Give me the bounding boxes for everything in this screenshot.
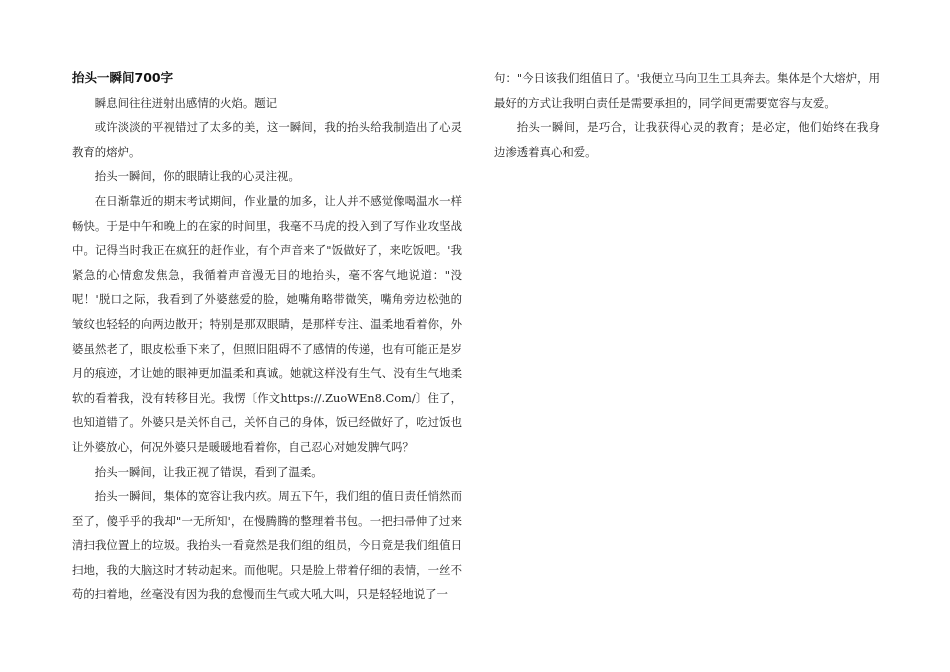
paragraph-conclusion: 抬头一瞬间，是巧合，让我获得心灵的教育；是必定，他们始终在我身边渗透着真心和爱。 (494, 120, 880, 159)
paragraph-eyes-heading: 抬头一瞬间，你的眼睛让我的心灵注视。 (94, 169, 300, 184)
document-title: 抬头一瞬间700字 (72, 70, 174, 85)
paragraph-group-story-continued: 句："今日该我们组值日了。'我便立马向卫生工具奔去。集体是个大熔炉，用最好的方式让我明白责任是需要承担的，同学间更需要宽容与友爱。 (494, 71, 880, 110)
paragraph-intro: 或许淡淡的平视错过了太多的美，这一瞬间，我的抬头给我制造出了心灵教育的熔炉。 (72, 120, 462, 159)
paragraph-group-story: 抬头一瞬间，集体的宽容让我内疚。周五下午，我们组的值日责任悄然而至了，傻乎乎的我却"一无所知'，在慢腾腾的整理着书包。一把扫帚伸了过来清扫我位置上的垃圾。我抬头一看竟然是我们组的组员，今日竟是我们组值日扫地，我的大脑这时才转动起来。而他呢。只是脸上带着仔细的表情，一丝不苟的扫着地，丝毫没有因为我的怠慢而生气或大吼大叫，只是轻轻地说了一 (72, 489, 462, 602)
right-column (494, 66, 880, 164)
left-column (72, 66, 462, 607)
paragraph-epigraph: 瞬息间往往迸射出感情的火焰。题记 (94, 95, 278, 110)
paragraph-mistake-summary: 抬头一瞬间，让我正视了错误，看到了温柔。 (94, 464, 323, 479)
paragraph-grandma-story: 在日渐靠近的期末考试期间，作业量的加多，让人并不感觉像喝温水一样畅快。于是中午和晚上的在家的时间里，我毫不马虎的投入到了写作业攻坚战中。记得当时我正在疯狂的赶作业，有个声音来了"饭做好了，来吃饭吧。'我紧急的心情愈发焦急，我循着声音漫无目的地抬头，毫不客气地说道："没呢！'脱口之际，我看到了外婆慈爱的脸，她嘴角略带微笑，嘴角旁边松弛的皱纹也轻轻的向两边散开；特别是那双眼睛，是那样专注、温柔地看着你，外婆虽然老了，眼皮松垂下来了，但照旧阻碍不了感情的传递，也有可能正是岁月的痕迹，才让她的眼神更加温柔和真诚。她就这样没有生气、没有生气地柔软的看着我，没有转移目光。我愣〔作文https://.ZuoWEn8.Com/〕住了，也知道错了。外婆只是关怀自己，关怀自己的身体，饭已经做好了，吃过饭也让外婆放心，何况外婆只是暖暖地看着你，自己忍心对她发脾气吗？ (72, 193, 462, 454)
